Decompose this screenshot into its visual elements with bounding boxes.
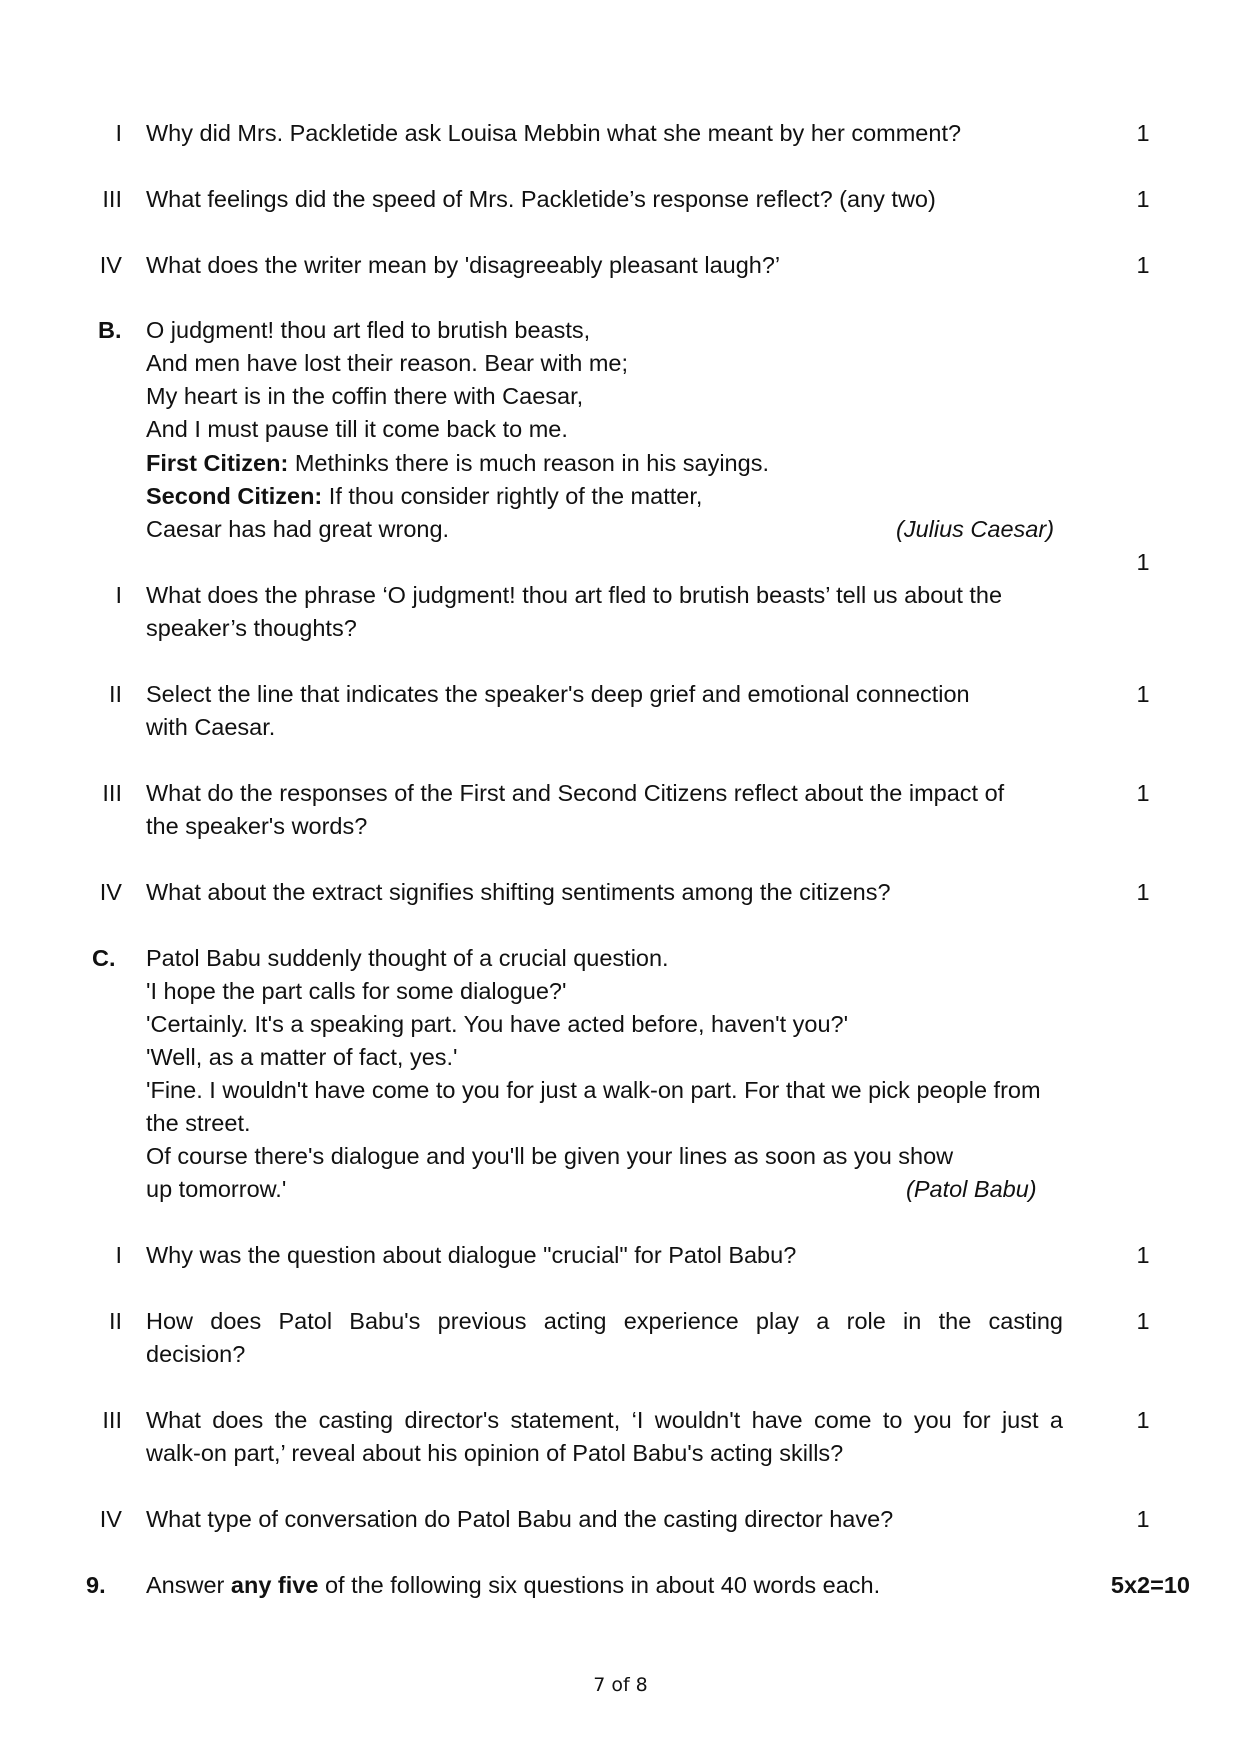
question-9-text-start: Answer [146, 1572, 231, 1598]
question-text: walk-on part,’ reveal about his opinion of Patol Babu's acting skills? [146, 1440, 844, 1466]
question-number: I [115, 120, 122, 146]
question-text: How does Patol Babu's previous acting experience play a role in the casting [146, 1308, 1063, 1334]
question-marks: 1 [1136, 681, 1150, 707]
question-text: What type of conversation do Patol Babu and the casting director have? [146, 1506, 894, 1532]
question-marks: 1 [1136, 780, 1150, 806]
extract-line: 'Certainly. It's a speaking part. You have acted before, haven't you?' [146, 1011, 849, 1037]
extract-line: 'I hope the part calls for some dialogue?' [146, 978, 567, 1004]
page-number: 7 of 8 [593, 1674, 648, 1696]
question-number: IV [99, 252, 122, 278]
question-text: Why was the question about dialogue "crucial" for Patol Babu? [146, 1242, 797, 1268]
question-text: What does the casting director's statement, ‘I wouldn't have come to you for just a [146, 1407, 1063, 1433]
question-text: What does the phrase ‘O judgment! thou art fled to brutish beasts’ tell us about the [146, 582, 1003, 608]
question-marks: 1 [1136, 1242, 1150, 1268]
question-text: with Caesar. [146, 714, 276, 740]
question-number: II [108, 1308, 122, 1334]
speaker-line: Methinks there is much reason in his sayings. [288, 450, 769, 476]
question-9-number: 9. [86, 1572, 106, 1598]
question-number: IV [99, 879, 122, 905]
question-9-text-end: of the following six questions in about 40 words each. [318, 1572, 881, 1598]
question-number: II [108, 681, 122, 707]
extract-line: And I must pause till it come back to me. [146, 416, 568, 442]
question-marks: 1 [1136, 879, 1150, 905]
speaker-name: Second Citizen: [146, 483, 323, 509]
question-text: decision? [146, 1341, 246, 1367]
extract-line: 'Well, as a matter of fact, yes.' [146, 1044, 458, 1070]
question-text: What do the responses of the First and Second Citizens reflect about the impact of [146, 780, 1005, 806]
question-text: What about the extract signifies shifting sentiments among the citizens? [146, 879, 891, 905]
extract-line-first-citizen [146, 447, 769, 480]
question-marks: 1 [1136, 120, 1150, 146]
question-text: What feelings did the speed of Mrs. Packletide’s response reflect? (any two) [146, 186, 936, 212]
question-number: I [115, 582, 122, 608]
question-9-marks: 5x2=10 [1110, 1572, 1190, 1598]
question-number: III [102, 186, 122, 212]
extract-line: 'Fine. I wouldn't have come to you for just a walk-on part. For that we pick people from [146, 1077, 1041, 1103]
question-marks: 1 [1136, 1308, 1150, 1334]
extract-source: (Julius Caesar) [896, 516, 1055, 542]
section-label-c: C. [92, 945, 116, 971]
question-number: III [102, 780, 122, 806]
question-marks: 1 [1136, 1407, 1150, 1433]
extract-line-second-citizen [146, 480, 702, 513]
question-text: What does the writer mean by 'disagreeably pleasant laugh?’ [146, 252, 781, 278]
extract-line: And men have lost their reason. Bear with me; [146, 350, 628, 376]
question-number: I [115, 1242, 122, 1268]
extract-line: Of course there's dialogue and you'll be given your lines as soon as you show [146, 1143, 954, 1169]
extract-line: the street. [146, 1110, 251, 1136]
question-marks: 1 [1136, 252, 1150, 278]
question-marks: 1 [1136, 186, 1150, 212]
extract-line: My heart is in the coffin there with Caesar, [146, 383, 584, 409]
question-number: III [102, 1407, 122, 1433]
speaker-line: If thou consider rightly of the matter, [322, 483, 703, 509]
question-text: speaker’s thoughts? [146, 615, 357, 641]
question-text: the speaker's words? [146, 813, 368, 839]
question-9-emphasis: any five [230, 1572, 319, 1598]
question-text: Why did Mrs. Packletide ask Louisa Mebbin what she meant by her comment? [146, 120, 962, 146]
question-number: IV [99, 1506, 122, 1532]
section-label-b: B. [98, 317, 122, 343]
speaker-name: First Citizen: [146, 450, 289, 476]
question-marks: 1 [1136, 1506, 1150, 1532]
extract-line: Caesar has had great wrong. [146, 516, 450, 542]
question-marks: 1 [1136, 549, 1150, 575]
question-9-text [146, 1569, 880, 1602]
question-text: Select the line that indicates the speaker's deep grief and emotional connection [146, 681, 970, 707]
extract-source: (Patol Babu) [906, 1176, 1037, 1202]
extract-line: Patol Babu suddenly thought of a crucial question. [146, 945, 669, 971]
extract-line: O judgment! thou art fled to brutish beasts, [146, 317, 591, 343]
extract-line: up tomorrow.' [146, 1176, 287, 1202]
